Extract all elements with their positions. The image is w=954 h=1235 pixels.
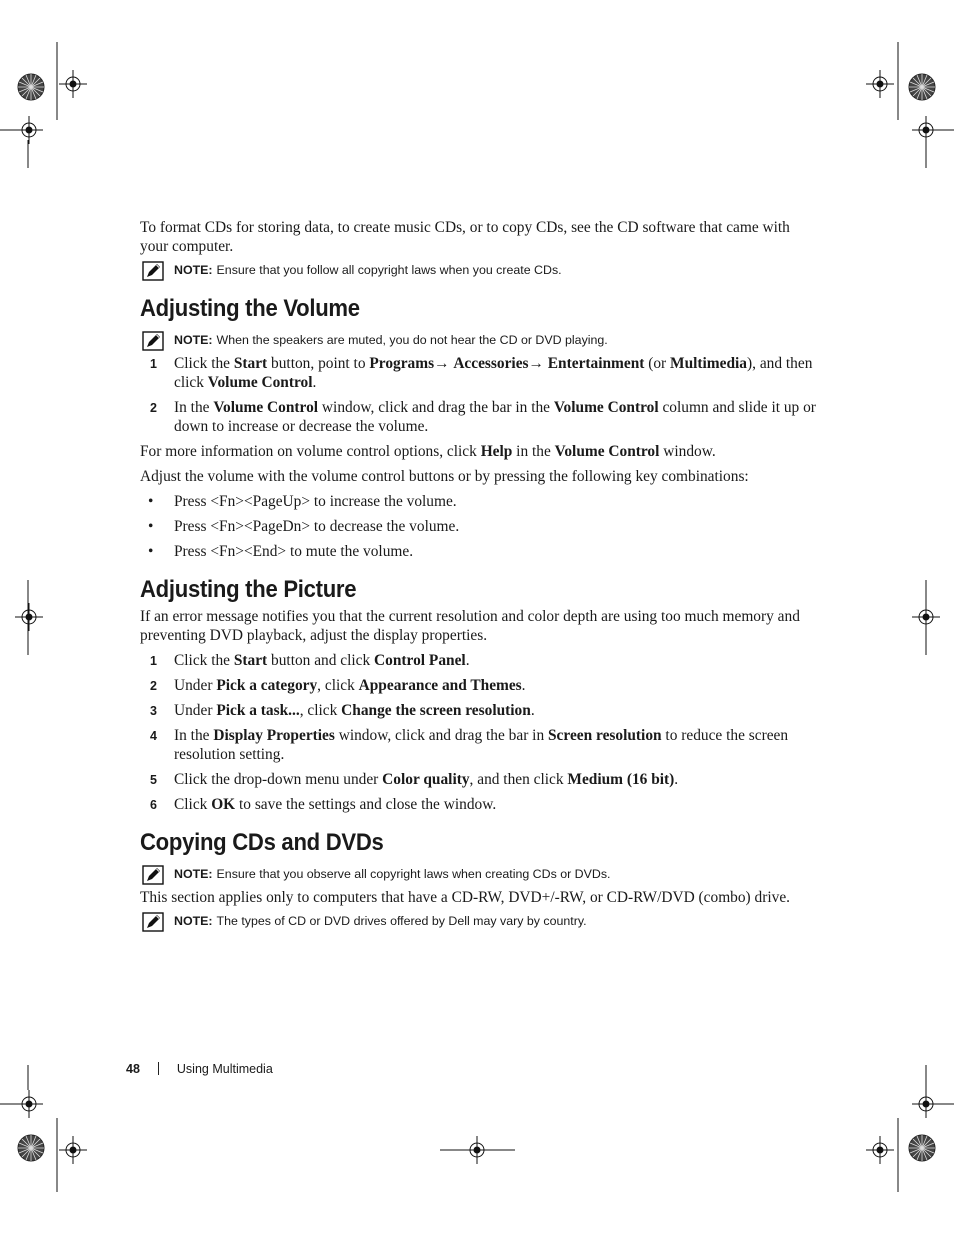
ui-term: Color quality <box>382 771 470 788</box>
step-number: 4 <box>150 729 157 743</box>
text-run: , click <box>299 702 342 719</box>
note-copyright <box>140 262 820 278</box>
step-number: 3 <box>150 704 157 718</box>
note-pencil-icon <box>142 912 164 932</box>
text-run: to reduce the screen resolution setting. <box>174 727 789 763</box>
text-run: In the <box>174 727 214 744</box>
step-number: 1 <box>150 357 157 371</box>
heading-copying-cds: Copying CDs and DVDs <box>140 829 384 856</box>
text-run: . <box>312 374 317 391</box>
ui-term: Entertainment <box>547 355 645 372</box>
text-run: Click the <box>174 355 234 372</box>
text-run: window, click and drag the bar in the <box>318 399 554 416</box>
footer-divider <box>158 1062 159 1075</box>
page-footer <box>126 1062 273 1076</box>
ui-term: Multimedia <box>670 355 747 372</box>
volume-more-info <box>140 442 820 461</box>
text-run: Under <box>174 702 217 719</box>
text-run: window. <box>659 443 716 460</box>
text-run: button, point to <box>267 355 370 372</box>
heading-adjusting-volume: Adjusting the Volume <box>140 295 360 322</box>
step-number: 2 <box>150 679 157 693</box>
list-item <box>140 354 820 392</box>
note-label: NOTE: <box>174 333 213 347</box>
text-run: Under <box>174 677 217 694</box>
page-number: 48 <box>126 1062 140 1076</box>
ui-term: Medium (16 bit) <box>567 771 675 788</box>
ui-term: Volume Control <box>213 399 319 416</box>
text-run: . <box>530 702 535 719</box>
ui-term: Volume Control <box>554 443 660 460</box>
text-run: button and click <box>267 652 375 669</box>
step-number: 2 <box>150 401 157 415</box>
volume-adjust-text: Adjust the volume with the volume control buttons or by pressing the following key combinations: <box>140 468 749 485</box>
ui-term: Pick a task... <box>216 702 300 719</box>
text-run: → <box>528 355 548 372</box>
note-copy-copyright <box>140 866 820 882</box>
volume-steps-list <box>140 354 820 436</box>
step-number: 1 <box>150 654 157 668</box>
ui-term: Volume Control <box>553 399 659 416</box>
ui-term: Control Panel <box>374 652 466 669</box>
volume-key-list <box>140 492 820 561</box>
step-number: 5 <box>150 773 157 787</box>
text-run: , click <box>317 677 359 694</box>
text-run: Click the <box>174 652 234 669</box>
ui-term: Appearance and Themes <box>358 677 522 694</box>
text-run: In the <box>174 399 214 416</box>
note-text: The types of CD or DVD drives offered by Dell may vary by country. <box>216 914 587 928</box>
copying-applies: This section applies only to computers that have a CD-RW, DVD+/-RW, or CD-RW/DVD (combo) drive. <box>140 889 791 906</box>
text-run: window, click and drag the bar in <box>334 727 548 744</box>
ui-term: Start <box>233 652 268 669</box>
list-item <box>140 701 820 720</box>
text-run: , and then click <box>469 771 568 788</box>
ui-term: Help <box>480 443 513 460</box>
ui-term: Pick a category <box>216 677 318 694</box>
list-item <box>140 676 820 695</box>
text-run: For more information on volume control options, click <box>140 443 481 460</box>
picture-steps-list <box>140 651 820 814</box>
text-run: . <box>674 771 679 788</box>
list-item <box>140 651 820 670</box>
list-item <box>140 726 820 764</box>
ui-term: Display Properties <box>213 727 335 744</box>
note-pencil-icon <box>142 865 164 885</box>
text-run: in the <box>512 443 555 460</box>
ui-term: Accessories <box>453 355 529 372</box>
note-text: Ensure that you observe all copyright laws when creating CDs or DVDs. <box>216 867 611 881</box>
heading-adjusting-picture: Adjusting the Picture <box>140 576 357 603</box>
note-muted <box>140 332 820 348</box>
step-number: 6 <box>150 798 157 812</box>
note-text: Ensure that you follow all copyright laws when you create CDs. <box>216 263 562 277</box>
text-run: . <box>521 677 526 694</box>
ui-term: Programs <box>369 355 435 372</box>
text-run: → <box>434 355 454 372</box>
ui-term: Volume Control <box>207 374 313 391</box>
list-item: • Press <Fn><End> to mute the volume. <box>148 543 414 560</box>
text-run: Click the drop-down menu under <box>174 771 383 788</box>
ui-term: Start <box>233 355 268 372</box>
ui-term: Change the screen resolution <box>341 702 531 719</box>
list-item: • Press <Fn><PageUp> to increase the volume. <box>148 493 457 510</box>
list-item <box>140 795 820 814</box>
note-label: NOTE: <box>174 867 213 881</box>
picture-intro: If an error message notifies you that the current resolution and color depth are using too much memory and preventing DVD playback, adjust the display properties. <box>140 608 800 644</box>
footer-section: Using Multimedia <box>176 1062 273 1076</box>
ui-term: OK <box>211 796 236 813</box>
note-pencil-icon <box>142 331 164 351</box>
list-item <box>140 770 820 789</box>
list-item: • Press <Fn><PageDn> to decrease the volume. <box>148 518 460 535</box>
intro-paragraph: To format CDs for storing data, to create music CDs, or to copy CDs, see the CD software that came with your computer. <box>140 219 790 255</box>
note-label: NOTE: <box>174 914 213 928</box>
note-pencil-icon <box>142 261 164 281</box>
note-drive-types <box>140 913 820 929</box>
text-run: column and slide it up or down to increase or decrease the volume. <box>174 399 816 435</box>
ui-term: Screen resolution <box>548 727 662 744</box>
text-run: ), and then click <box>174 355 813 391</box>
text-run: (or <box>644 355 671 372</box>
note-label: NOTE: <box>174 263 213 277</box>
text-run: to save the settings and close the window. <box>235 796 497 813</box>
list-item <box>140 398 820 436</box>
text-run: Click <box>174 796 212 813</box>
text-run: . <box>465 652 470 669</box>
page-content <box>140 218 820 935</box>
note-text: When the speakers are muted, you do not hear the CD or DVD playing. <box>216 333 608 347</box>
